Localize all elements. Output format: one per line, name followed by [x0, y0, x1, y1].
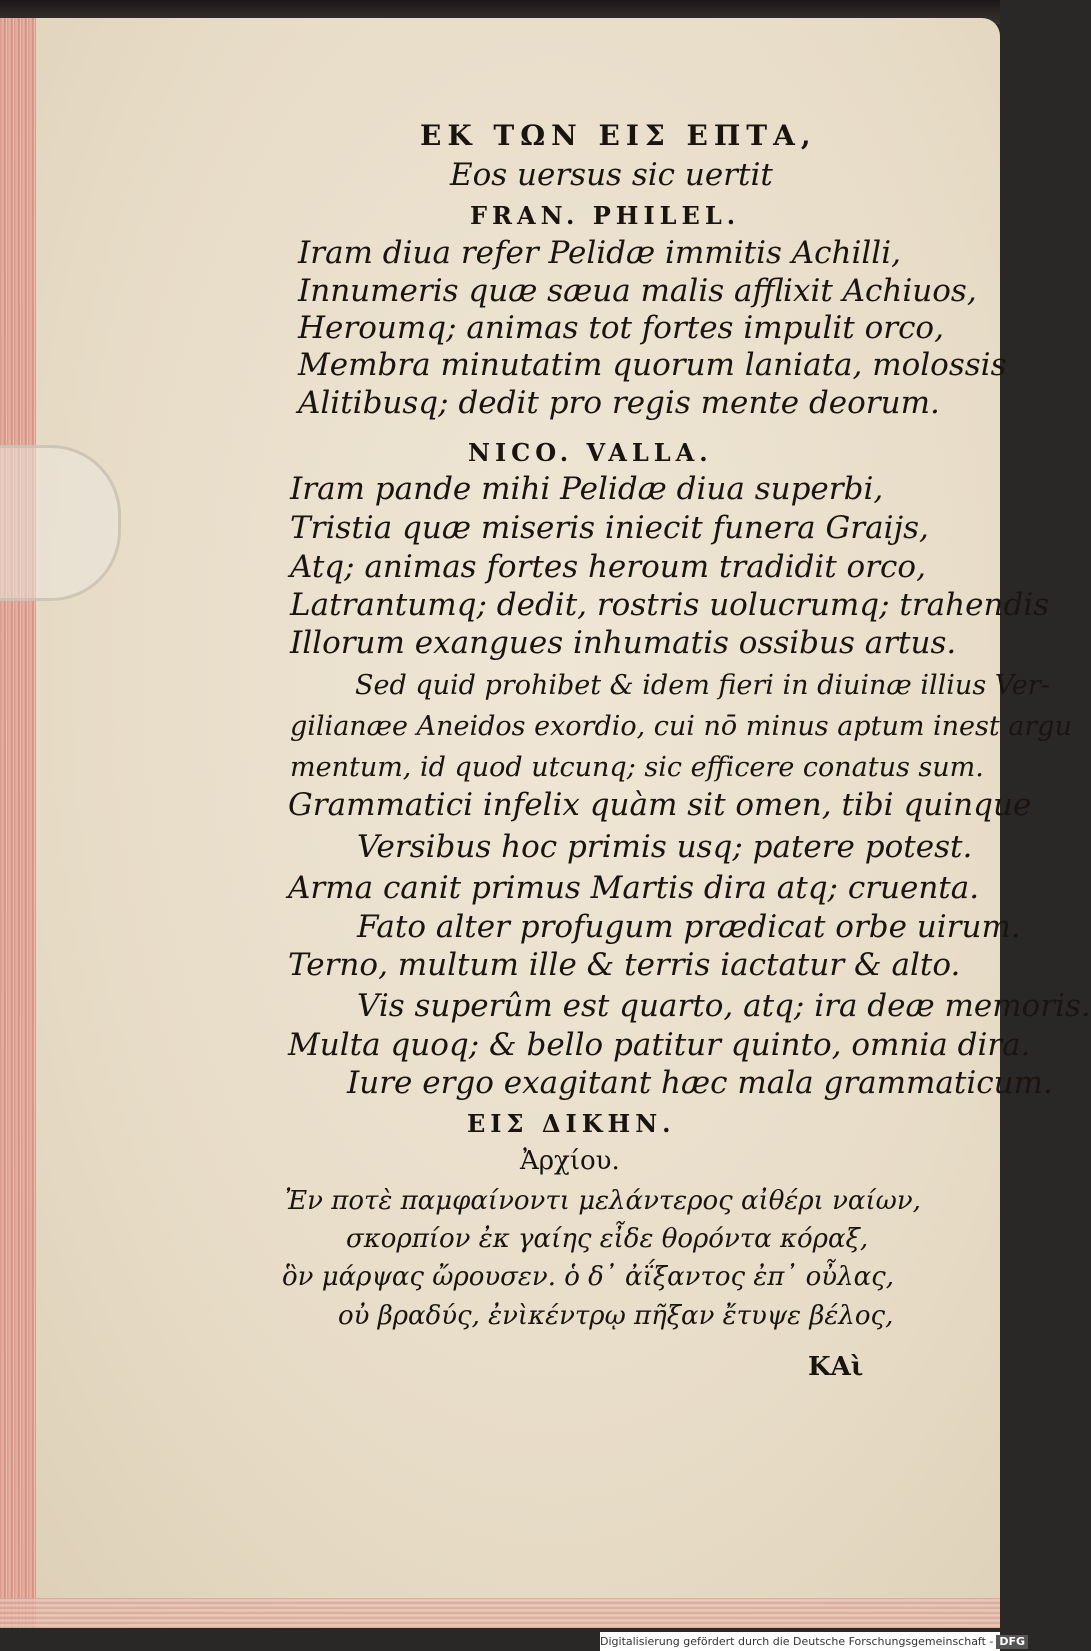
verse-line: Innumeris quæ sæua malis afflixit Achiuos,	[298, 273, 977, 309]
greek-author: Ἀρχίου.	[520, 1146, 620, 1176]
prose-line: mentum, id quod utcunq; sic efficere conatus sum.	[290, 752, 984, 783]
greek-line: σκορπίον ἐκ γαίης εἶδε θορόντα κόραξ,	[346, 1224, 869, 1254]
verse-line: Tristia quæ miseris iniecit funera Graijs,	[290, 510, 929, 546]
section-author: FRAN. PHILEL.	[470, 201, 741, 230]
verse-line: Heroumq; animas tot fortes impulit orco,	[298, 310, 944, 346]
epigram-line: Iure ergo exagitant hæc mala grammaticum.	[347, 1065, 1053, 1101]
verse-line: Iram pande mihi Pelidæ diua superbi,	[290, 471, 884, 507]
dfg-logo: DFG	[996, 1635, 1028, 1649]
prose-line: Sed quid prohibet & idem fieri in diuinæ illius Ver-	[355, 670, 1050, 701]
verse-line: Iram diua refer Pelidæ immitis Achilli,	[298, 235, 901, 271]
verse-line: Alitibusq; dedit pro regis mente deorum.	[298, 385, 940, 421]
epigram-line: Versibus hoc primis usq; patere potest.	[357, 829, 973, 865]
greek-line: οὐ βραδύς, ἐνὶκέντρῳ πῆξαν ἔτυψε βέλος,	[338, 1301, 894, 1331]
page-heading: ΕΚ ΤΩΝ ΕΙΣ ΕΠΤΑ,	[420, 119, 817, 152]
verse-line: Latrantumq; dedit, rostris uolucrumq; trahendis	[290, 587, 1050, 623]
greek-heading: ΕΙΣ ΔΙΚΗΝ.	[467, 1109, 676, 1138]
prose-line: gilianæe Aneidos exordio, cui nō minus aptum inest argu	[290, 711, 1072, 742]
greek-line: Ἐν ποτὲ παμφαίνοντι μελάντερος αἰθέρι ναίων,	[285, 1186, 921, 1216]
epigram-line: Vis superûm est quarto, atq; ira deæ memoris.	[357, 988, 1091, 1024]
footer-text: Digitalisierung gefördert durch die Deutsche Forschungsgemeinschaft -	[600, 1635, 994, 1648]
verse-line: Illorum exangues inhumatis ossibus artus.	[290, 625, 957, 661]
greek-line: ὃν μάρψας ὤρουσεν. ὁ δ᾽ ἀΐξαντος ἐπ᾽ οὖλας,	[282, 1262, 894, 1292]
epigram-line: Terno, multum ille & terris iactatur & alto.	[288, 947, 961, 983]
epigram-line: Multa quoq; & bello patitur quinto, omnia dira.	[288, 1027, 1031, 1063]
verse-line: Membra minutatim quorum laniata, molossis	[298, 347, 1007, 383]
epigram-line: Fato alter profugum prædicat orbe uirum.	[357, 909, 1021, 945]
epigram-line: Grammatici infelix quàm sit omen, tibi quinque	[288, 787, 1032, 823]
verse-line: Atq; animas fortes heroum tradidit orco,	[290, 549, 926, 585]
catchword: ΚΑὶ	[808, 1352, 864, 1382]
heading-subline: Eos uersus sic uertit	[450, 157, 773, 193]
epigram-line: Arma canit primus Martis dira atq; cruenta.	[288, 870, 980, 906]
section-author: NICO. VALLA.	[468, 438, 713, 467]
digitization-footer	[600, 1632, 1026, 1651]
